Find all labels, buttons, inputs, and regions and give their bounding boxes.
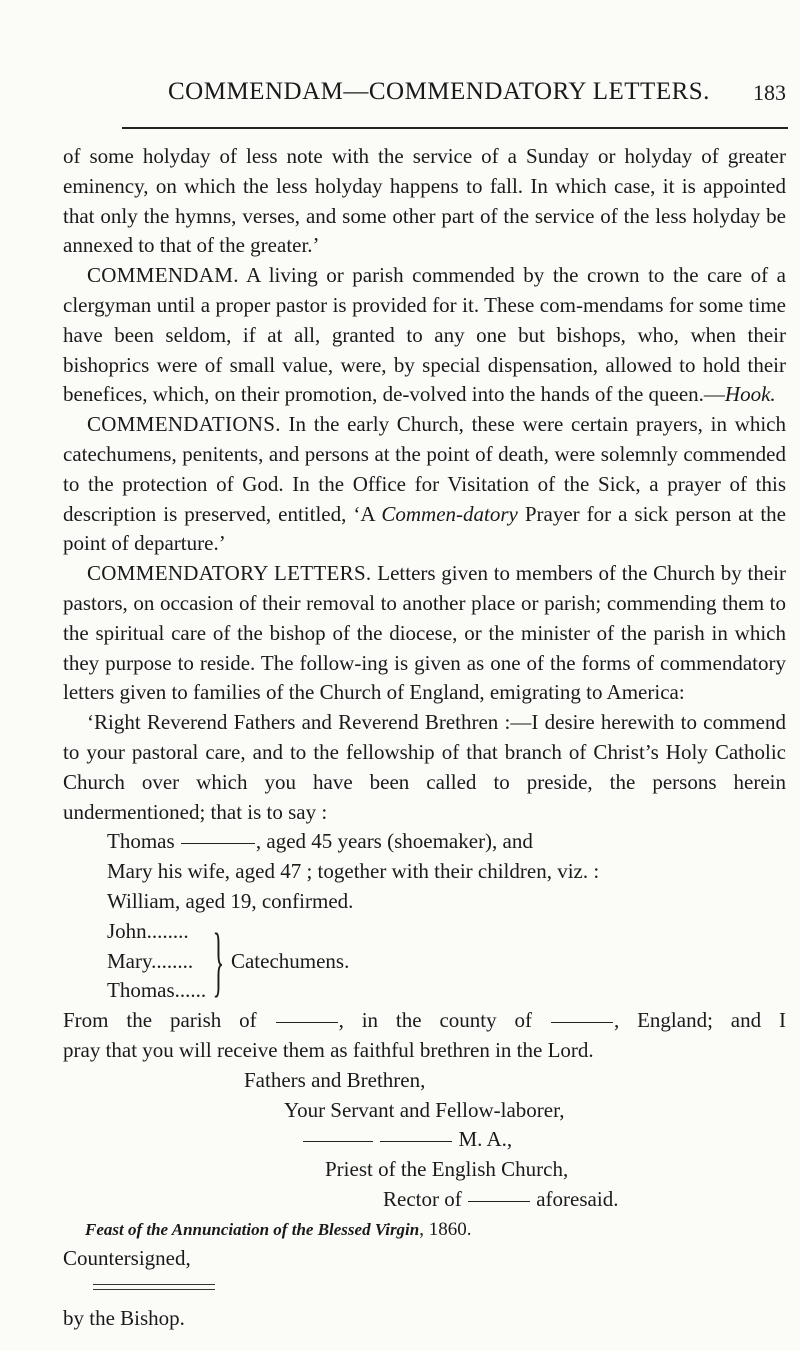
running-title: COMMENDAM—COMMENDATORY LETTERS. — [168, 78, 710, 105]
letter-persons — [107, 827, 786, 916]
rector-line — [383, 1185, 786, 1215]
paragraph-continuation — [63, 142, 786, 261]
person-text: Thomas — [107, 829, 180, 854]
degree-text: M. A., — [453, 1127, 513, 1152]
brace-glyph: } — [212, 918, 225, 1005]
catechumens-group — [107, 917, 786, 1006]
entry-commendam — [63, 261, 786, 410]
blank-line — [551, 1022, 613, 1023]
entry-term: COMMENDATORY LETTERS. — [87, 561, 372, 586]
from-parish-line — [63, 1006, 786, 1036]
letter-text: , England; and I — [613, 1008, 787, 1033]
blank-line — [276, 1022, 338, 1023]
feast-year: , 1860. — [419, 1218, 472, 1240]
pray-line: pray that you will receive them as faithful brethren in the Lord. — [63, 1037, 594, 1062]
entry-commendations — [63, 410, 786, 559]
countersign-rule — [93, 1284, 215, 1290]
date-line — [85, 1215, 786, 1245]
signature-block — [63, 1066, 786, 1215]
child-name: Thomas...... — [107, 978, 207, 1003]
blank-line — [303, 1141, 373, 1142]
catechumens-label: Catechumens. — [230, 948, 350, 973]
person-text: , aged 45 years (shoemaker), and — [255, 829, 533, 854]
servant-line: Your Servant and Fellow-laborer, — [284, 1097, 565, 1122]
entry-text: In the early Church, these were certain prayers, in which catechumens, penitents, and persons at the point of death, were solemnly commended to the protection of God. In the Office for Visitation of the Sick, a prayer of this description is preserved, entitled, ‘A — [63, 412, 786, 526]
blank-line — [468, 1201, 530, 1202]
letter-opening-text: ‘Right Reverend Fathers and Reverend Brethren :—I desire herewith to commend to your pastoral care, and to the fellowship of that branch of Christ’s Holy Catholic Church over which you have been called to preside, the persons herein undermentioned; that is to say : — [63, 710, 786, 824]
letter-text: , in the county of — [338, 1008, 550, 1033]
paragraph-text: of some holyday of less note with the service of a Sunday or holyday of greater eminency, on which the less holyday happens to fall. In which case, it is appointed that only the hymns, verses, and some other part of the service of the less holyday be annexed to that of the greater.’ — [63, 144, 786, 258]
signature-line — [302, 1125, 786, 1155]
entry-text: A living or parish commended by the crown to the care of a clergyman until a proper pastor is provided for it. These com-mendams for some time have been seldom, if at all, granted to any one but bishops, who, when their bishoprics were of small value, were, by special dispensation, allowed to hold their benefices, which, on their promotion, de-volved into the hands of the queen.— — [63, 263, 786, 407]
priest-line: Priest of the English Church, — [325, 1157, 569, 1182]
entry-term: COMMENDATIONS. — [87, 412, 281, 437]
entry-text: Prayer for a sick person at the point of departure.’ — [63, 501, 786, 556]
catechumens-list — [107, 917, 206, 1006]
rector-text: Rector of — [383, 1186, 467, 1211]
feast-name: Feast of the Annunciation of the Blessed Virgin — [85, 1219, 420, 1239]
child-name: John........ — [107, 918, 189, 943]
person-william: William, aged 19, confirmed. — [107, 888, 354, 913]
countersigned-line: Countersigned, — [63, 1246, 191, 1271]
entry-text: Letters given to members of the Church by their pastors, on occasion of their removal to another place or parish; commending them to the spiritual care of the bishop of the diocese, or the minister of the parish in which they purpose to reside. The follow-ing is given as one of the forms of commendatory letters given to families of the Church of England, emigrating to America: — [63, 561, 786, 705]
entry-term: COMMENDAM. — [87, 263, 239, 288]
letter-text: From the parish of — [63, 1008, 275, 1033]
rector-text: aforesaid. — [530, 1186, 619, 1211]
letter-opening — [63, 708, 786, 827]
entry-source: Hook. — [724, 382, 776, 407]
page-number: 183 — [753, 80, 786, 105]
blank-line — [380, 1141, 452, 1142]
salutation: Fathers and Brethren, — [244, 1067, 426, 1092]
body-text — [63, 142, 786, 1334]
entry-italic: Commen-datory — [381, 501, 518, 526]
blank-line — [181, 843, 255, 844]
entry-commendatory-letters — [63, 559, 786, 708]
person-mary: Mary his wife, aged 47 ; together with their children, viz. : — [107, 859, 600, 884]
bishop-line: by the Bishop. — [63, 1306, 185, 1331]
person-thomas — [107, 827, 786, 857]
header-rule — [122, 127, 788, 129]
page-header — [124, 78, 790, 108]
child-name: Mary........ — [107, 948, 194, 973]
